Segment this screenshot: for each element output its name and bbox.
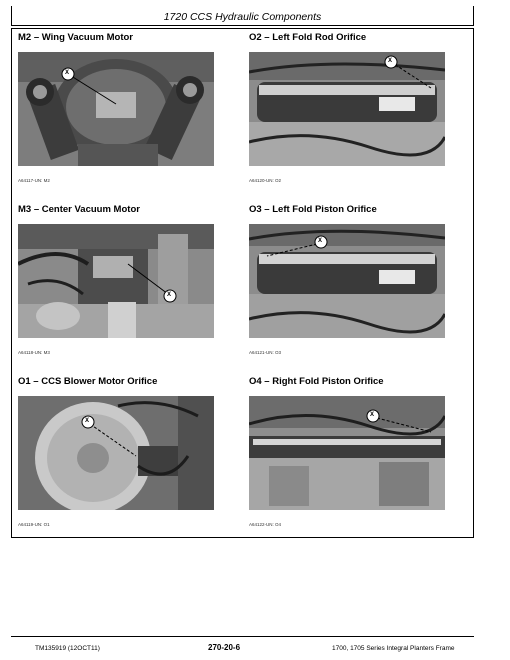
footer-section-title: 1700, 1705 Series Integral Planters Frame [332,645,455,652]
figure-title: M3 – Center Vacuum Motor [18,204,140,215]
figure-caption: A64119-UN: O1 [18,522,50,527]
figure-title: O1 – CCS Blower Motor Orifice [18,376,158,387]
photo-wing-vacuum-motor [18,52,214,166]
figure-caption: A64118-UN: M3 [18,350,50,355]
figure-caption: A64117-UN: M2 [18,178,50,183]
callout-label: X [167,292,172,298]
figure-m2 [18,32,218,183]
figure-title: M2 – Wing Vacuum Motor [18,32,133,43]
figure-caption: A64121-UN: O3 [249,350,282,355]
figure-title: O3 – Left Fold Piston Orifice [249,204,377,215]
photo-right-fold-piston-orifice [249,396,445,510]
figure-caption: A64120-UN: O2 [249,178,282,183]
photo-ccs-blower-motor-orifice [18,396,214,510]
footer-doc-id: TM135919 (12OCT11) [35,645,100,652]
photo-left-fold-rod-orifice [249,52,445,166]
callout-label: X [85,418,90,424]
figure-o1 [18,376,218,527]
page-header [11,6,474,26]
page-title: 1720 CCS Hydraulic Components [163,11,322,23]
photo-left-fold-piston-orifice [249,224,445,338]
figure-o4 [249,376,449,527]
callout-label: X [318,238,323,244]
figure-caption: A64122-UN: O4 [249,522,282,527]
figure-title: O2 – Left Fold Rod Orifice [249,32,367,43]
callout-label: X [388,58,393,64]
callout-label: X [65,70,70,76]
figure-m3 [18,204,218,355]
callout-label: X [370,412,375,418]
content-panel [11,28,474,538]
footer-divider [11,636,474,637]
figure-title: O4 – Right Fold Piston Orifice [249,376,384,387]
footer-page-number: 270-20-6 [208,643,241,652]
figure-o2 [249,32,449,183]
photo-center-vacuum-motor [18,224,214,338]
figure-o3 [249,204,449,355]
